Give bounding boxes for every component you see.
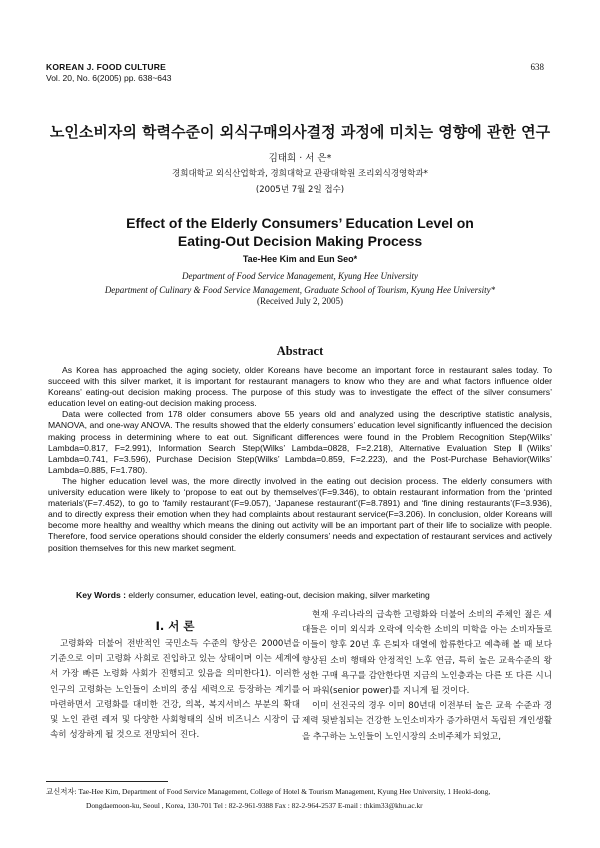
korean-affiliation: 경희대학교 외식산업학과, 경희대학교 관광대학원 조리외식경영학과* [172, 169, 428, 179]
abstract-paragraph-2: Data were collected from 178 older consumers above 55 years old and analyzed using the descriptive statistic analysis, MANOVA, and one-way ANOVA. The results showed that the elderly consumers’ education level significantly influenced the decision making process in determining where to eat out. Significant differences were found in the Problem Recognition Step(Wilks’ Lambda=0.817, F=2.991), Information Search Step(Wilks’ Lambda=0828, F=2.218), Alternative Evaluation Step Ⅱ(Wilks’ Lambda=0.741, F=3.596), Purchase Decision Step(Wilks’ Lambda=0.859, F=2.223), and the Post-Purchase Behavior(Wilks’ Lambda=0.885, F=1.780). [48, 409, 552, 475]
english-affiliation-line2: Department of Culinary & Food Service Management, Graduate School of Tourism, Kyung Hee University* [104, 284, 496, 295]
footnote-line-2: Dongdaemoon-ku, Seoul , Korea, 130-701 Tel : 82-2-961-9388 Fax : 82-2-964-2537 E-mail : thkim33@khu.ac.kr [86, 801, 423, 810]
abstract-paragraph-3: The higher education level was, the more directly involved in the eating out decision process. The elderly consumers with university education were likely to ‘propose to eat out by themselves’(F=9.346), to obtain restaurant information from the ‘printed materials’(F=7.452), to go to ‘family restaurant’(F=9.057), ‘Japanese restaurant’(F=8.7891) and ‘fine dining restaurants’(F=3.936), and to directly express their emotion when they had complaints about restaurant service(F=3.206). In conclusion, older Koreans will become more healthy and wealthy which means the dining out activity will be an important part of their life to socialize with people. Therefore, food service operations should consider the elderly consumers’ needs and expectation of restaurant services and actively position themselves for this new market segment. [48, 475, 552, 553]
english-title-line2: Eating-Out Decision Making Process [177, 233, 423, 249]
english-affiliation-line1: Department of Food Service Management, Kyung Hee University [182, 271, 418, 281]
journal-name: KOREAN J. FOOD CULTURE [46, 62, 166, 72]
english-title [0, 214, 600, 250]
korean-title: 노인소비자의 학력수준이 외식구매의사결정 과정에 미치는 영향에 관한 연구 [49, 123, 551, 141]
abstract-body [48, 365, 552, 554]
english-received-date: (Received July 2, 2005) [257, 296, 343, 306]
english-affiliation [0, 270, 600, 297]
abstract-heading: Abstract [276, 344, 324, 358]
english-authors: Tae-Hee Kim and Eun Seo* [242, 254, 358, 264]
korean-received-date: (2005년 7월 2일 접수) [255, 185, 345, 195]
section-heading-introduction: I. 서 론 [155, 619, 195, 633]
korean-authors: 김태희 · 서 은* [268, 153, 332, 164]
journal-issue: Vol. 20, No. 6(2005) pp. 638~643 [46, 73, 172, 83]
journal-header [46, 62, 171, 84]
english-title-line1: Effect of the Elderly Consumers’ Education Level on [126, 215, 474, 231]
keywords [76, 590, 552, 600]
correspondence-footnote [46, 785, 556, 813]
right-column [302, 608, 552, 745]
keywords-list: elderly consumer, education level, eating-out, decision making, silver marketing [128, 590, 430, 600]
intro-right-paragraph-1: 현재 우리나라의 급속한 고령화와 더불어 소비의 주체인 젊은 세대들은 이미 외식과 오락에 익숙한 소비의 미학을 아는 소비자들로 이들이 향후 20년 후 은퇴자 대열에 합류한다고 예측해 볼 때 보다 향상된 소비 행태와 안정적인 노후 연금, 특히 높은 교육수준의 왕성한 구매 욕구를 감안한다면 지금의 노인층과는 다른 또 다른 시니어 파워(senior power)를 지니게 될 것이다. [302, 610, 552, 697]
left-column [50, 637, 300, 743]
keywords-label: Key Words : [76, 590, 126, 600]
intro-right-paragraph-2: 이미 선진국의 경우 이미 80년대 이전부터 높은 교육 수준과 경제력 뒷받침되는 건강한 노인소비자가 증가하면서 독립된 개인생활을 추구하는 노인들이 노인시장의 소비주체가 되었고, [302, 701, 552, 742]
footnote-line-1: 교신저자: Tae-Hee Kim, Department of Food Service Management, College of Hotel & Tourism Management, Kyung Hee University, 1 Heoki-dong, [46, 787, 491, 796]
page-number: 638 [530, 62, 544, 72]
abstract-paragraph-1: As Korea has approached the aging society, older Koreans have become an important force in restaurant sales today. To succeed with this silver market, it is important for restaurant managers to know who they are and what factors influence older Koreans’ eating-out decision making process. The purpose of this study was to investigate the effect of the silver consumers’ education level on eating-out decision making process. [48, 365, 552, 409]
footnote-divider [46, 781, 168, 782]
intro-left-paragraph: 고령화와 더불어 전반적인 국민소득 수준의 향상은 2000년을 기준으로 이미 고령화 사회로 진입하고 있는 상태이며 이는 세계에서 가장 빠른 노령화 사회가 진행되고 있음을 의미한다1). 이러한 인구의 고령화는 노인들이 소비의 중심 세력으로 등장하는 계기를 마련하면서 고령화를 대비한 건강, 의복, 복지서비스 부분의 확대 및 노인 관련 레저 및 다양한 사회형태의 실버 비즈니스 시장이 급속히 성장하게 될 것으로 전망되어 진다. [50, 639, 300, 741]
